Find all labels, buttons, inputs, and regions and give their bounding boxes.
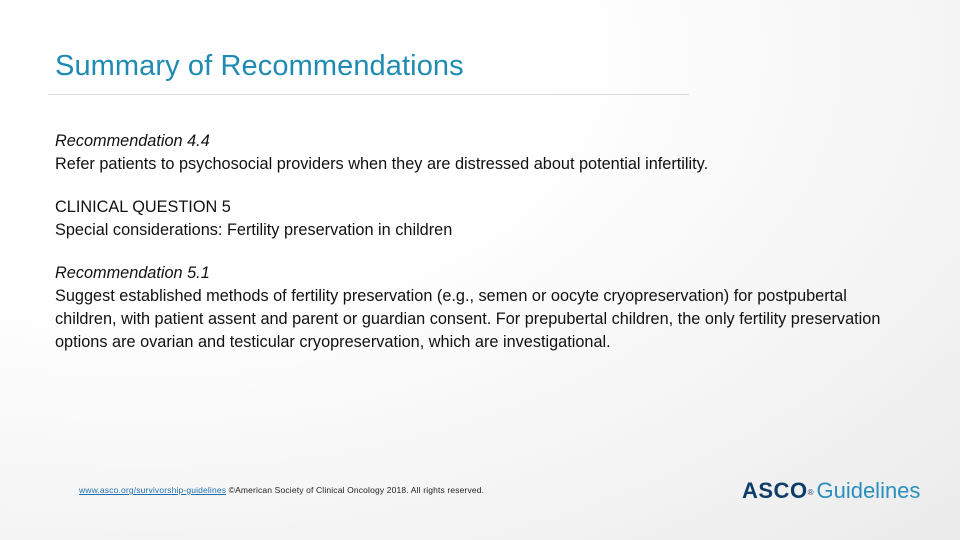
clinical-question-heading: CLINICAL QUESTION 5	[55, 198, 231, 216]
guidelines-link[interactable]: www.asco.org/survivorship-guidelines	[79, 485, 227, 495]
copyright-text: ©American Society of Clinical Oncology 2018. All rights reserved.	[228, 485, 485, 495]
recommendation-heading: Recommendation 5.1	[55, 264, 210, 282]
slide-title: Summary of Recommendations	[55, 50, 464, 82]
logo-guidelines-text: Guidelines	[816, 478, 921, 503]
recommendation-text: Refer patients to psychosocial providers when they are distressed about potential infertility.	[55, 155, 709, 173]
recommendation-text: Suggest established methods of fertility preservation (e.g., semen or oocyte cryopreservation) for postpubertal children, with patient assent and parent or guardian consent. For prepubertal children, the only fertility preservation options are ovarian and testicular cryopreservation, which are investigational.	[55, 287, 881, 351]
clinical-question-5-block	[55, 196, 905, 242]
logo-asco-text: ASCO	[742, 478, 808, 503]
footer	[79, 485, 484, 495]
clinical-question-text: Special considerations: Fertility preservation in children	[55, 221, 453, 239]
slide-content	[55, 130, 905, 354]
title-divider	[48, 94, 689, 95]
asco-guidelines-logo	[742, 478, 920, 504]
recommendation-4-4-block	[55, 130, 905, 176]
recommendation-5-1-block	[55, 262, 905, 354]
logo-registered-mark: ®	[807, 488, 814, 497]
recommendation-heading: Recommendation 4.4	[55, 132, 210, 150]
